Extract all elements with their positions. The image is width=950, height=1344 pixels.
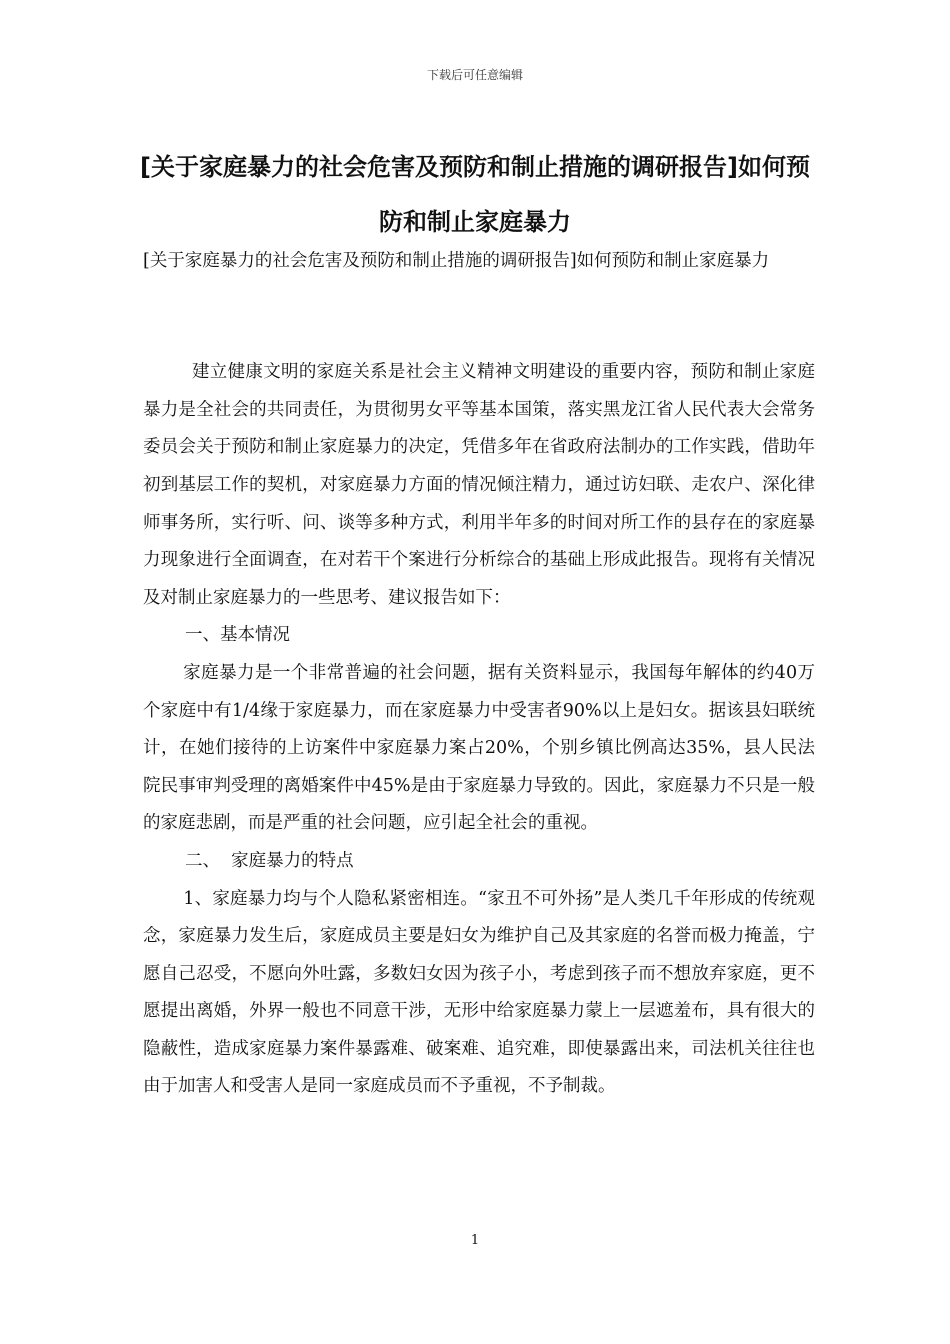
blank-line bbox=[143, 318, 815, 354]
paragraph-basic-situation: 家庭暴力是一个非常普遍的社会问题，据有关资料显示，我国每年解体的约40万个家庭中有1/4缘于家庭暴力，而在家庭暴力中受害者90%以上是妇女。据该县妇联统计，在她们接待的上访案件中家庭暴力案占20%，个别乡镇比例高达35%，县人民法院民事审判受理的离婚案件中45%是由于家庭暴力导致的。因此，家庭暴力不只是一般的家庭悲剧，而是严重的社会问题，应引起全社会的重视。 bbox=[143, 662, 815, 834]
document-title: [关于家庭暴力的社会危害及预防和制止措施的调研报告]如何预防和制止家庭暴力 bbox=[140, 153, 810, 236]
page-number: 1 bbox=[470, 1233, 480, 1248]
section-heading-features: 二、 家庭暴力的特点 bbox=[185, 850, 354, 871]
paragraph-feature-1: 1、家庭暴力均与个人隐私紧密相连。“家丑不可外扬”是人类几千年形成的传统观念，家庭暴力发生后，家庭成员主要是妇女为维护自己及其家庭的名誉而极力掩盖，宁愿自己忍受，不愿向外吐露，多数妇女因为孩子小，考虑到孩子而不想放弃家庭，更不愿提出离婚，外界一般也不同意干涉，无形中给家庭暴力蒙上一层遮羞布，具有很大的隐蔽性，造成家庭暴力案件暴露难、破案难、追究难，即使暴露出来，司法机关往往也由于加害人和受害人是同一家庭成员而不予重视，不予制裁。 bbox=[143, 888, 815, 1097]
section-heading-basic: 一、基本情况 bbox=[185, 625, 290, 646]
document-subtitle: [关于家庭暴力的社会危害及预防和制止措施的调研报告]如何预防和制止家庭暴力 bbox=[143, 251, 770, 271]
document-body bbox=[143, 243, 815, 1106]
header-note: 下载后可任意编辑 bbox=[426, 68, 523, 82]
paragraph-intro: 建立健康文明的家庭关系是社会主义精神文明建设的重要内容，预防和制止家庭暴力是全社会的共同责任，为贯彻男女平等基本国策，落实黑龙江省人民代表大会常务委员会关于预防和制止家庭暴力的决定，凭借多年在省政府法制办的工作实践，借助年初到基层工作的契机，对家庭暴力方面的情况倾注精力，通过访妇联、走农户、深化律师事务所，实行听、问、谈等多种方式，利用半年多的时间对所工作的县存在的家庭暴力现象进行全面调查，在对若干个案进行分析综合的基础上形成此报告。现将有关情况及对制止家庭暴力的一些思考、建议报告如下： bbox=[143, 362, 815, 608]
